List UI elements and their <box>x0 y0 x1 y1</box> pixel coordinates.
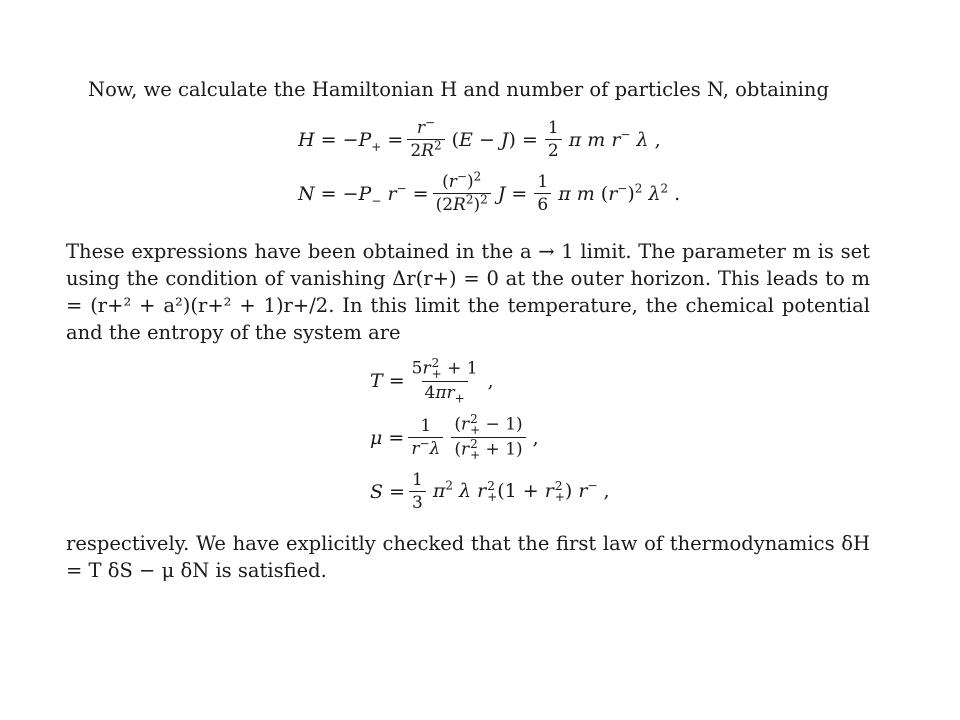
closing-paragraph: respectively. We have explicitly checked that the first law of thermodynamics δH = T δS − μ δN is satisfied. <box>66 532 870 582</box>
entropy-equation: S = $\frac{1}{3}$ $\pi^2$ λ r 2 + (1 + r 2 + ) r− , <box>370 470 610 513</box>
hamiltonian-equation: $H = -P_+$ = $\frac{r^-}{2R^2}$ (E − J) = $\frac{1}{2}$ π m r− λ , <box>298 115 661 161</box>
middle-paragraph: These expressions have been obtained in the a → 1 limit. The parameter m is set using the condition of vanishing Δr(r+) = 0 at the outer horizon. This leads to m = (r+² + a²)(r+² + 1)r+/2. In this limit the temperature, the chemical potential and the entropy of the system are <box>66 240 870 344</box>
temperature-equation: T = 5r 2 + + 1 $4\pi r_+$ , <box>370 356 494 406</box>
intro-paragraph: Now, we calculate the Hamiltonian H and number of particles N, obtaining <box>88 78 829 101</box>
particle-number-equation: $N = -P_-$ r− = $\frac{(r^-)^2}{(2R^2)^2}$ J = $\frac{1}{6}$ π m $(r^-)^2$ $\lambda^2$ . <box>298 169 681 215</box>
chemical-potential-equation: μ = $\frac{1}{r^-\lambda}$ (r 2 + − 1) (r 2 + + 1) , <box>370 412 539 462</box>
